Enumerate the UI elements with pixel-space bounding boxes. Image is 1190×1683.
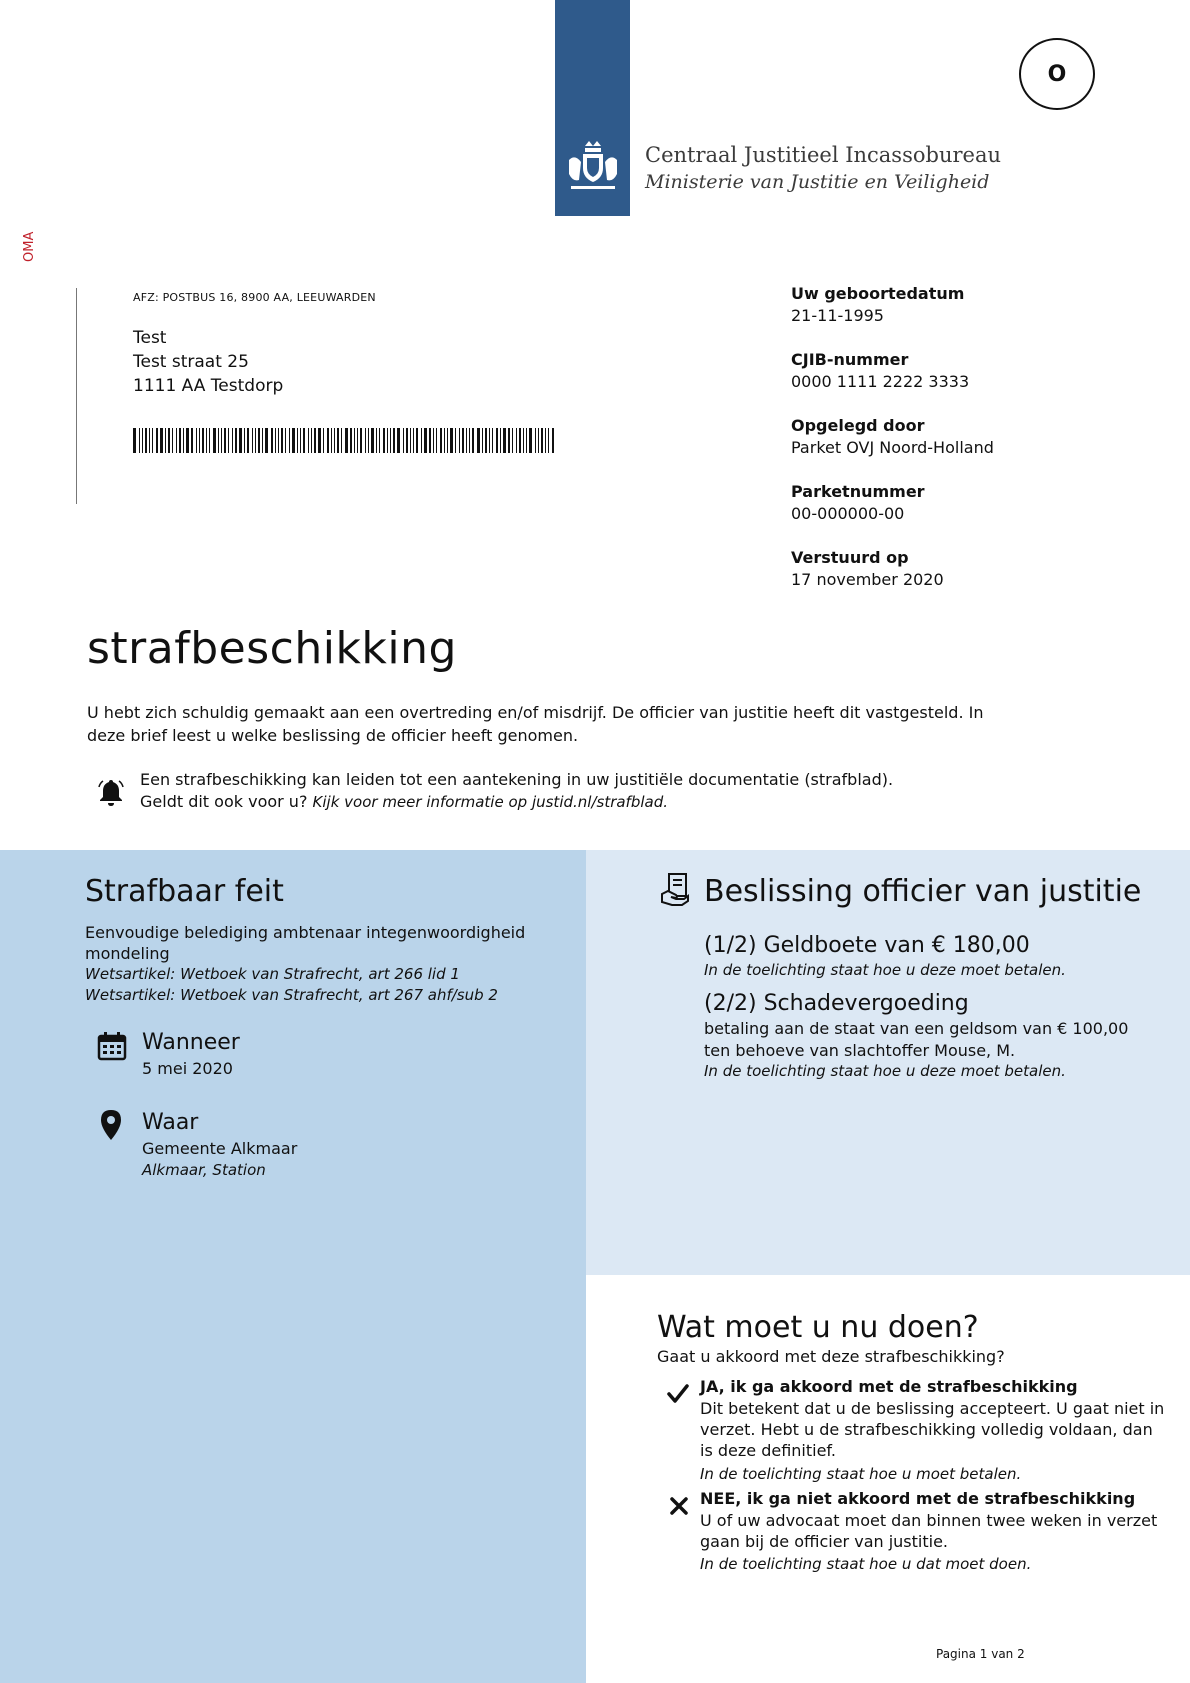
offense-municipality: Gemeente Alkmaar (142, 1139, 298, 1158)
decision-fine-title: (1/2) Geldboete van € 180,00 (704, 933, 1030, 958)
meta-label: Verstuurd op (791, 548, 909, 567)
checkmark-icon (667, 1383, 689, 1405)
notice-line1: Een strafbeschikking kan leiden tot een aantekening in uw justitiële documentatie (strafblad). (140, 770, 894, 789)
disagree-option-description: U of uw advocaat moet dan binnen twee weken in verzet gaan bij de officier van justitie. (700, 1511, 1158, 1551)
compensation-amount: betaling aan de staat van een geldsom van € 100,00 (704, 1019, 1129, 1038)
bell-icon (96, 777, 126, 807)
document-title: strafbeschikking (87, 623, 457, 674)
meta-label: Uw geboortedatum (791, 284, 965, 303)
meta-value: 21-11-1995 (791, 306, 884, 325)
offense-date: 5 mei 2020 (142, 1059, 233, 1078)
strafbaar-feit-description (85, 922, 555, 1006)
meta-label: Parketnummer (791, 482, 925, 501)
recipient-name: Test (133, 328, 167, 348)
agree-option-note: In de toelichting staat hoe u moet betalen. (700, 1465, 1022, 1483)
side-code: OMA (22, 231, 37, 262)
location-pin-icon (99, 1109, 123, 1141)
recipient-address (133, 326, 283, 398)
compensation-victim: ten behoeve van slachtoffer Mouse, M. (704, 1041, 1016, 1060)
recipient-city: 1111 AA Testdorp (133, 376, 284, 396)
strafblad-notice (140, 769, 960, 813)
disagree-option-title: NEE, ik ga niet akkoord met de strafbeschikking (700, 1489, 1136, 1508)
agree-option-title: JA, ik ga akkoord met de strafbeschikking (700, 1377, 1078, 1396)
meta-item (791, 415, 1091, 459)
law-article: Wetsartikel: Wetboek van Strafrecht, art 266 lid 1 (85, 965, 460, 983)
disagree-option-note: In de toelichting staat hoe u dat moet doen. (700, 1555, 1032, 1573)
meta-label: CJIB-nummer (791, 350, 909, 369)
meta-value: 00-000000-00 (791, 504, 905, 523)
meta-value: 17 november 2020 (791, 570, 944, 589)
offense-description: Eenvoudige belediging ambtenaar integenwoordigheid mondeling (85, 923, 526, 963)
when-title: Wanneer (142, 1030, 240, 1055)
decision-compensation-description (704, 1018, 1164, 1062)
organization-name: Centraal Justitieel Incassobureau (645, 143, 1001, 167)
calendar-icon (96, 1030, 128, 1062)
ministry-name: Ministerie van Justitie en Veiligheid (645, 171, 990, 193)
cross-icon (669, 1496, 689, 1516)
coat-of-arms-icon (563, 138, 623, 198)
agree-option-description: Dit betekent dat u de beslissing accepteert. U gaat niet in verzet. Hebt u de strafbeschikking volledig voldaan, dan is deze definitief. (700, 1399, 1165, 1460)
where-title: Waar (142, 1110, 199, 1135)
meta-item (791, 349, 1091, 393)
notice-question: Geldt dit ook voor u? (140, 792, 308, 811)
todo-title: Wat moet u nu doen? (657, 1310, 979, 1345)
todo-question: Gaat u akkoord met deze strafbeschikking? (657, 1347, 1005, 1366)
beslissing-title: Beslissing officier van justitie (704, 874, 1142, 909)
document-hand-icon (660, 872, 690, 906)
meta-info (791, 283, 1091, 613)
strafblad-info-link[interactable]: Kijk voor meer informatie op justid.nl/strafblad. (312, 793, 669, 811)
meta-item (791, 481, 1091, 525)
intro-text: U hebt zich schuldig gemaakt aan een overtreding en/of misdrijf. De officier van justitie heeft dit vastgesteld. In deze brief leest u welke beslissing de officier heeft genomen. (87, 703, 984, 745)
decision-compensation-title: (2/2) Schadevergoeding (704, 991, 969, 1016)
notice-line2 (140, 791, 960, 813)
offense-location: Alkmaar, Station (142, 1161, 266, 1179)
decision-fine-note: In de toelichting staat hoe u deze moet betalen. (704, 961, 1066, 979)
sender-address: AFZ: POSTBUS 16, 8900 AA, LEEUWARDEN (133, 291, 376, 304)
law-article: Wetsartikel: Wetboek van Strafrecht, art 267 ahf/sub 2 (85, 986, 498, 1004)
meta-item (791, 547, 1091, 591)
decision-compensation-note: In de toelichting staat hoe u deze moet betalen. (704, 1062, 1066, 1080)
strafbaar-feit-title: Strafbaar feit (85, 874, 284, 909)
address-rule (76, 288, 77, 504)
meta-label: Opgelegd door (791, 416, 925, 435)
meta-value: 0000 1111 2222 3333 (791, 372, 970, 391)
recipient-street: Test straat 25 (133, 352, 249, 372)
meta-item (791, 283, 1091, 327)
page-number: Pagina 1 van 2 (936, 1647, 1025, 1661)
postal-barcode (133, 428, 555, 453)
document-type-badge: O (1019, 38, 1095, 110)
meta-value: Parket OVJ Noord-Holland (791, 438, 994, 457)
